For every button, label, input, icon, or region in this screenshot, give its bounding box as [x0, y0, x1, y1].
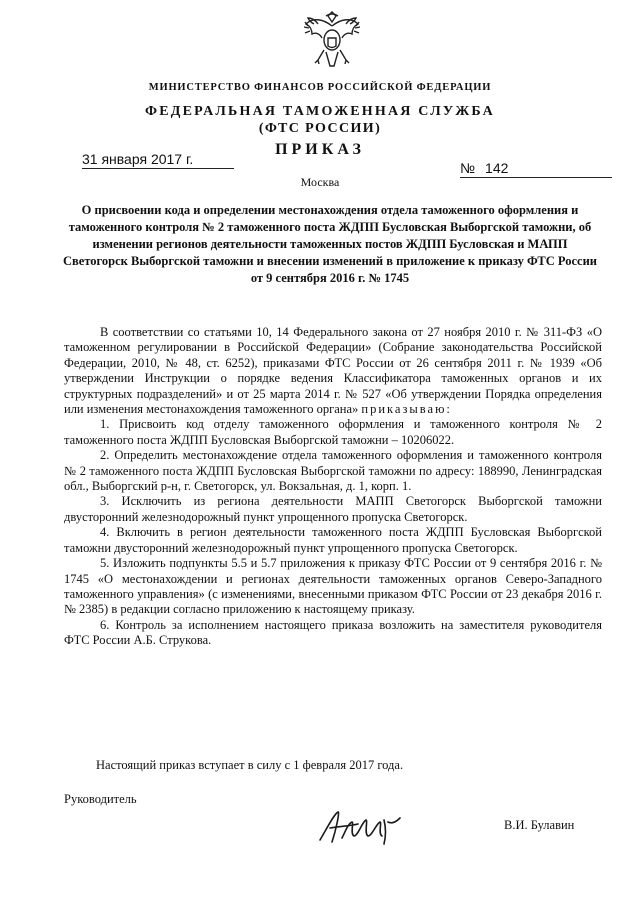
order-title: О присвоении кода и определении местонахождения отдела таможенного оформления и таможенного контроля № 2 таможенного поста ЖДПП Бусловская Выборгской таможни, об изменении регионов деятельности таможенных постов ЖДПП Бусловская и МАПП Светогорск Выборгской таможни и внесении изменений в приложение к приказу ФТС России от 9 сентября 2016 г. № 1745 — [63, 203, 597, 285]
signatory-title: Руководитель — [64, 792, 137, 806]
double-headed-eagle-icon — [300, 8, 364, 72]
order-number: 142 — [485, 160, 509, 176]
service-name: ФЕДЕРАЛЬНАЯ ТАМОЖЕННАЯ СЛУЖБА — [145, 104, 495, 119]
signatory-name: В.И. Булавин — [504, 818, 575, 832]
document-type: ПРИКАЗ — [275, 141, 365, 158]
ministry-name: МИНИСТЕРСТВО ФИНАНСОВ РОССИЙСКОЙ ФЕДЕРАЦИИ — [148, 82, 492, 93]
order-item-4: 4. Включить в регион деятельности таможенного поста ЖДПП Бусловская Выборгской таможни двусторонний железнодорожный пункт упрощенного пропуска Светогорск. — [64, 525, 602, 555]
handwritten-signature — [312, 800, 412, 850]
order-date: 31 января 2017 г. — [82, 151, 234, 169]
order-item-5: 5. Изложить подпункты 5.5 и 5.7 приложения к приказу ФТС России от 9 сентября 2016 г. № 1745 «О местонахождении и регионах деятельности таможенных органов Северо-Западного таможенного управления» (с изменениями, внесенными приказом ФТС России от 23 декабря 2016 г. № 2385) в редакции согласно приложению к настоящему приказу. — [64, 556, 602, 617]
order-body — [64, 325, 602, 649]
service-abbreviation: (ФТС РОССИИ) — [258, 121, 382, 136]
order-city: Москва — [300, 175, 340, 189]
order-item-2: 2. Определить местонахождение отдела таможенного оформления и таможенного контроля № 2 таможенного поста ЖДПП Бусловская Выборгской таможни по адресу: 188990, Ленинградская обл., Выборгский р-н, г. Светогорск, ул. Вокзальная, д. 1, корп. 1. — [64, 448, 602, 494]
order-item-1: 1. Присвоить код отделу таможенного оформления и таможенного контроля № 2 таможенного поста ЖДПП Бусловская Выборгской таможни – 10206022. — [64, 417, 602, 447]
order-word: приказываю: — [361, 402, 452, 417]
effective-date-statement: Настоящий приказ вступает в силу с 1 февраля 2017 года. — [96, 758, 404, 772]
number-sign: № — [460, 160, 476, 176]
order-item-3: 3. Исключить из региона деятельности МАПП Светогорск Выборгской таможни двусторонний железнодорожный пункт упрощенного пропуска Светогорск. — [64, 494, 602, 524]
order-item-6: 6. Контроль за исполнением настоящего приказа возложить на заместителя руководителя ФТС России А.Б. Струкова. — [64, 617, 602, 648]
preamble-text: В соответствии со статьями 10, 14 Федерального закона от 27 ноября 2010 г. № 311-ФЗ «О таможенном регулировании в Российской Федерации» (Собрание законодательства Российской Федерации, 2010, № 48, ст. 6252), приказами ФТС России от 26 сентября 2011 г. № 1939 «Об утверждении Инструкции о порядке ведения Классификатора таможенных органов и их структурных подразделений» и от 25 марта 2014 г. № 527 «Об утверждении Порядка определения или изменения местонахождения таможенного органа» — [64, 325, 602, 417]
preamble-paragraph — [64, 325, 602, 417]
